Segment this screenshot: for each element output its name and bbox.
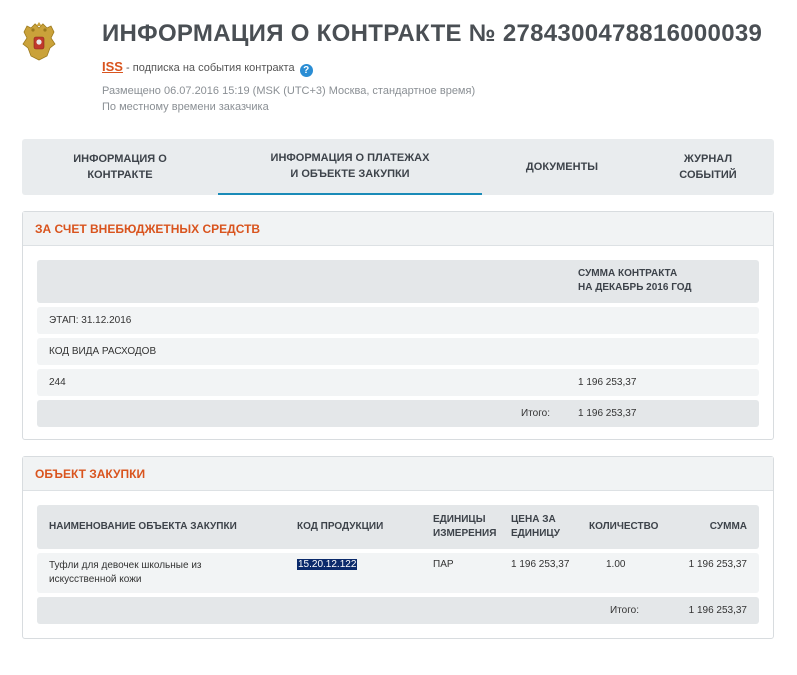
stage-row [37,307,759,334]
page-header [0,0,797,130]
total-label: Итого: [610,605,639,616]
tab-label-line: СОБЫТИЙ [679,169,737,181]
total-amount: 1 196 253,37 [578,408,637,419]
header-object-name: НАИМЕНОВАНИЕ ОБЪЕКТА ЗАКУПКИ [49,521,237,532]
funding-panel-title: ЗА СЧЕТ ВНЕБЮДЖЕТНЫХ СРЕДСТВ [23,212,773,246]
tab-payments-procurement[interactable] [218,139,482,195]
header-sum: СУММА [709,521,747,532]
funding-total-row [37,400,759,427]
item-sum: 1 196 253,37 [688,559,747,570]
item-name-line: искусственной кожи [49,574,142,585]
tab-label-line: ЖУРНАЛ [683,153,733,165]
tab-label-line: ДОКУМЕНТЫ [525,161,599,173]
subscribe-text: - подписка на события контракта [122,62,295,74]
procurement-panel-title: ОБЪЕКТ ЗАКУПКИ [23,457,773,491]
tab-contract-info[interactable] [22,139,218,195]
table-row [37,553,759,593]
header-unit [433,513,496,541]
header-line: ЕДИНИЦЫ [433,514,486,525]
page-title: ИНФОРМАЦИЯ О КОНТРАКТЕ № 2784300478816000039 [102,20,763,47]
item-price: 1 196 253,37 [511,559,570,570]
tab-label-line: КОНТРАКТЕ [87,169,153,181]
funding-table-header [37,260,759,303]
header-line: ЦЕНА ЗА [511,514,556,525]
total-amount: 1 196 253,37 [688,605,747,616]
contract-sum-header [578,267,692,295]
local-time-note: По местному времени заказчика [102,101,269,113]
header-line: ЕДИНИЦУ [511,528,560,539]
expense-code-label: КОД ВИДА РАСХОДОВ [49,346,157,357]
item-unit: ПАР [433,559,454,570]
expense-amount: 1 196 253,37 [578,377,637,388]
tab-bar [22,139,774,195]
selected-code-text: 15.20.12.122 [298,559,357,570]
expense-code-header-row [37,338,759,365]
header-line: НА ДЕКАБРЬ 2016 ГОД [578,282,692,293]
item-name-line: Туфли для девочек школьные из [49,560,202,571]
help-icon[interactable]: ? [300,64,313,77]
table-row [37,369,759,396]
header-line: ИЗМЕРЕНИЯ [433,528,497,539]
subscription-line [102,59,313,77]
tab-label-line: ИНФОРМАЦИЯ О [73,153,167,165]
iss-subscribe-link[interactable]: ISS [102,59,123,74]
procurement-table-header [37,505,759,549]
procurement-total-row [37,597,759,624]
tab-event-log[interactable] [642,139,774,195]
item-product-code[interactable] [297,559,357,570]
header-unit-price [511,513,560,541]
coat-of-arms-icon [20,22,58,62]
tab-label-line: ИНФОРМАЦИЯ О ПЛАТЕЖАХ [270,152,430,164]
procurement-panel [22,456,774,639]
placement-date: Размещено 06.07.2016 15:19 (MSK (UTC+3) Москва, стандартное время) [102,85,476,97]
total-label: Итого: [521,408,550,419]
item-quantity: 1.00 [606,559,626,570]
funding-panel [22,211,774,440]
header-product-code: КОД ПРОДУКЦИИ [297,521,384,532]
stage-label: ЭТАП: 31.12.2016 [49,315,132,326]
tab-documents[interactable] [482,139,642,195]
tab-label-line: И ОБЪЕКТЕ ЗАКУПКИ [290,168,410,180]
header-line: СУММА КОНТРАКТА [578,268,678,279]
header-quantity: КОЛИЧЕСТВО [589,521,659,532]
expense-code-value: 244 [49,377,66,388]
item-name [49,559,202,587]
